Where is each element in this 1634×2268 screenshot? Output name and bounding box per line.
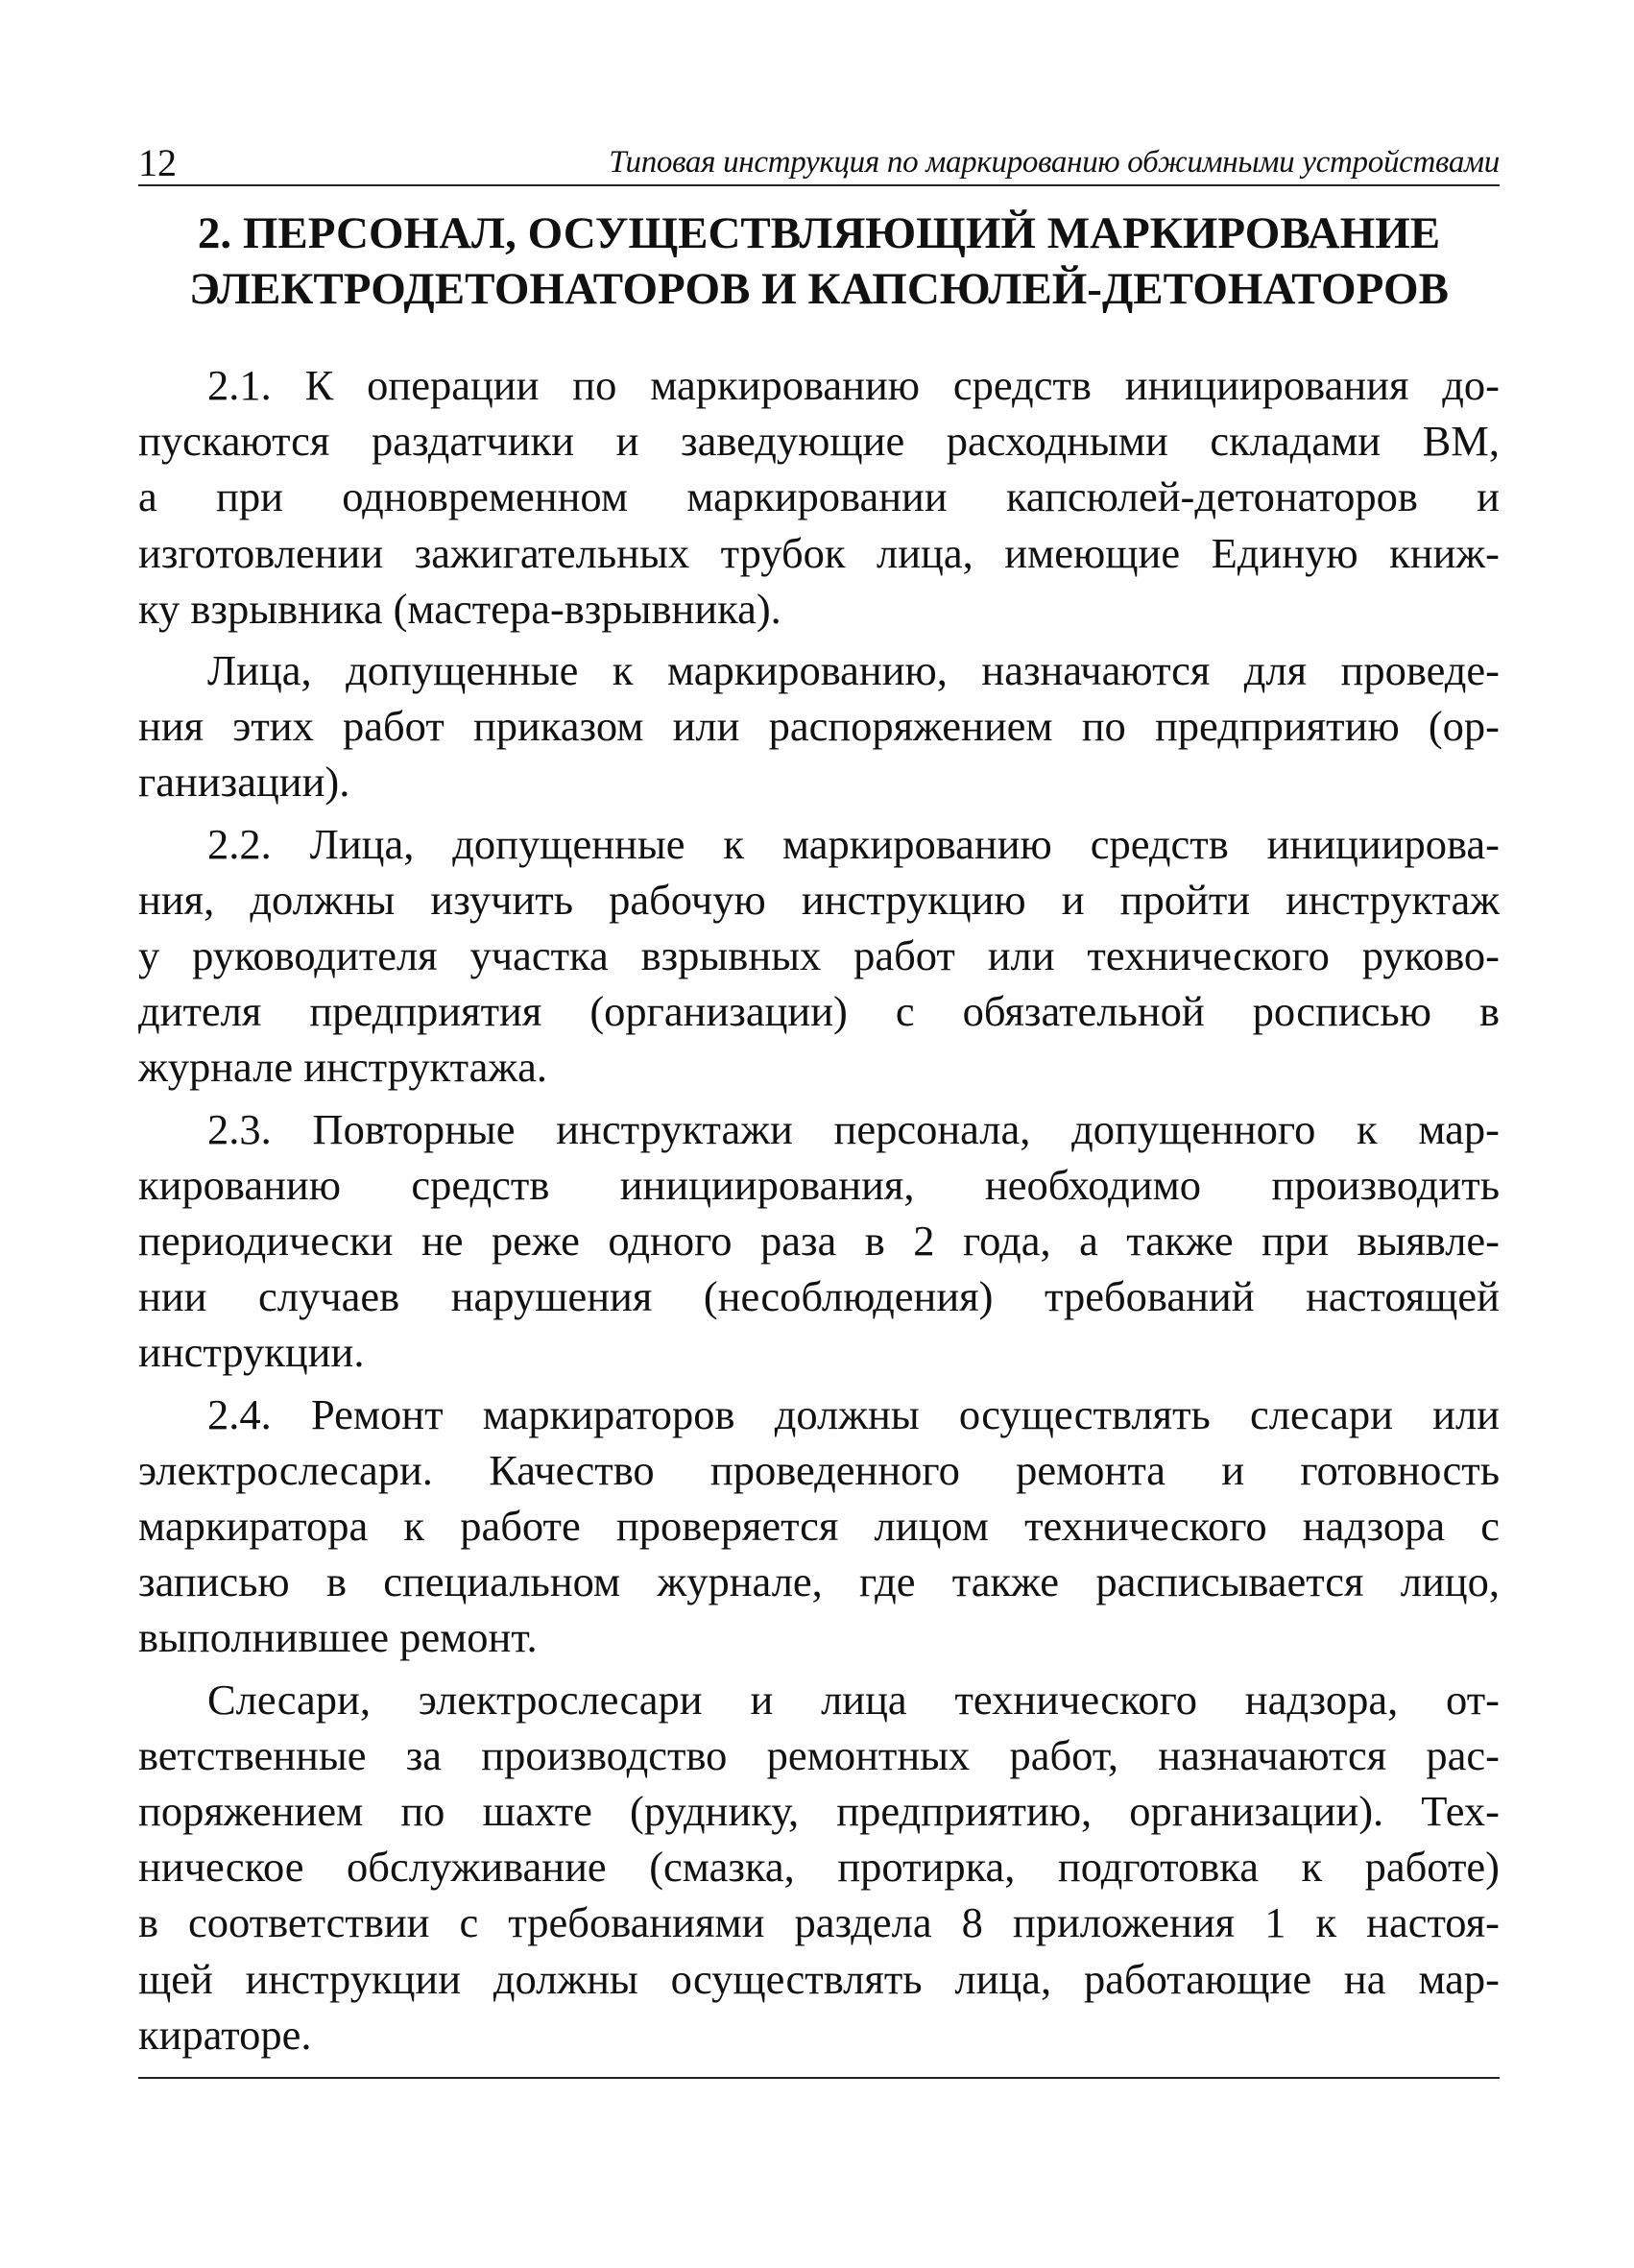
paragraph	[138, 816, 1500, 1096]
body-text	[138, 357, 1500, 2063]
paragraph-line: периодически не реже одного раза в 2 года, а также при выявле-	[138, 1217, 1500, 1266]
section-heading	[138, 205, 1500, 317]
paragraph-line: пускаются раздатчики и заведующие расходными складами ВМ,	[138, 417, 1500, 466]
paragraph-line: кираторе.	[138, 2010, 312, 2059]
paragraph-line: ветственные за производство ремонтных работ, назначаются рас-	[138, 1730, 1500, 1779]
paragraph-line: кированию средств инициирования, необходимо производить	[138, 1160, 1500, 1209]
running-header	[138, 134, 1500, 186]
paragraph	[138, 1387, 1500, 1666]
paragraph-line: 2.1. К операции по маркированию средств инициирования до-	[207, 361, 1500, 409]
paragraph-line: электрослесари. Качество проведенного ремонта и готовность	[138, 1445, 1500, 1494]
paragraph	[138, 642, 1500, 810]
paragraph-line: в соответствии с требованиями раздела 8 приложения 1 к настоя-	[138, 1898, 1500, 1947]
section-heading-line: 2. ПЕРСОНАЛ, ОСУЩЕСТВЛЯЮЩИЙ МАРКИРОВАНИЕ	[197, 208, 1441, 258]
paragraph-line: маркиратора к работе проверяется лицом технического надзора с	[138, 1502, 1500, 1551]
paragraph-line: 2.4. Ремонт маркираторов должны осуществлять слесари или	[207, 1389, 1500, 1438]
paragraph	[138, 357, 1500, 637]
paragraph-line: записью в специальном журнале, где также расписывается лицо,	[138, 1557, 1500, 1606]
paragraph-line: у руководителя участка взрывных работ или технического руково-	[138, 931, 1500, 980]
paragraph-line: изготовлении зажигательных трубок лица, имеющие Единую книж-	[138, 528, 1500, 577]
paragraph-line: ния этих работ приказом или распоряжением по предприятию (ор-	[138, 702, 1500, 751]
paragraph	[138, 1672, 1500, 2063]
paragraph-line: дителя предприятия (организации) с обязательной росписью в	[138, 987, 1500, 1036]
paragraph-line: ническое обслуживание (смазка, протирка, подготовка к работе)	[138, 1843, 1500, 1892]
paragraph-line: 2.3. Повторные инструктажи персонала, допущенного к мар-	[207, 1104, 1500, 1153]
paragraph-line: инструкции.	[138, 1328, 365, 1377]
section-heading-line: ЭЛЕКТРОДЕТОНАТОРОВ И КАПСЮЛЕЙ-ДЕТОНАТОРОВ	[189, 264, 1449, 314]
paragraph-line: ганизации).	[138, 758, 350, 807]
paragraph-line: щей инструкции должны осуществлять лица, работающие на мар-	[138, 1954, 1500, 2003]
paragraph-line: Слесари, электрослесари и лица технического надзора, от-	[207, 1675, 1500, 1724]
paragraph-line: ку взрывника (мастера-взрывника).	[138, 584, 781, 633]
paragraph-line: поряжением по шахте (руднику, предприятию, организации). Тех-	[138, 1787, 1500, 1836]
running-title: Типовая инструкция по маркированию обжимными устройствами	[609, 145, 1500, 180]
paragraph-line: ния, должны изучить рабочую инструкцию и пройти инструктаж	[138, 875, 1500, 924]
page-number: 12	[138, 141, 177, 184]
paragraph-line: выполнившее ремонт.	[138, 1613, 538, 1662]
paragraph-line: Лица, допущенные к маркированию, назначаются для проведе-	[207, 646, 1500, 695]
paragraph-line: нии случаев нарушения (несоблюдения) требований настоящей	[138, 1272, 1500, 1321]
document-page	[138, 134, 1500, 2063]
paragraph-line: 2.2. Лица, допущенные к маркированию средств инициирова-	[207, 819, 1500, 868]
footer-rule	[138, 2077, 1500, 2079]
paragraph	[138, 1101, 1500, 1381]
paragraph-line: а при одновременном маркировании капсюлей-детонаторов и	[138, 472, 1500, 521]
paragraph-line: журнале инструктажа.	[138, 1043, 547, 1092]
